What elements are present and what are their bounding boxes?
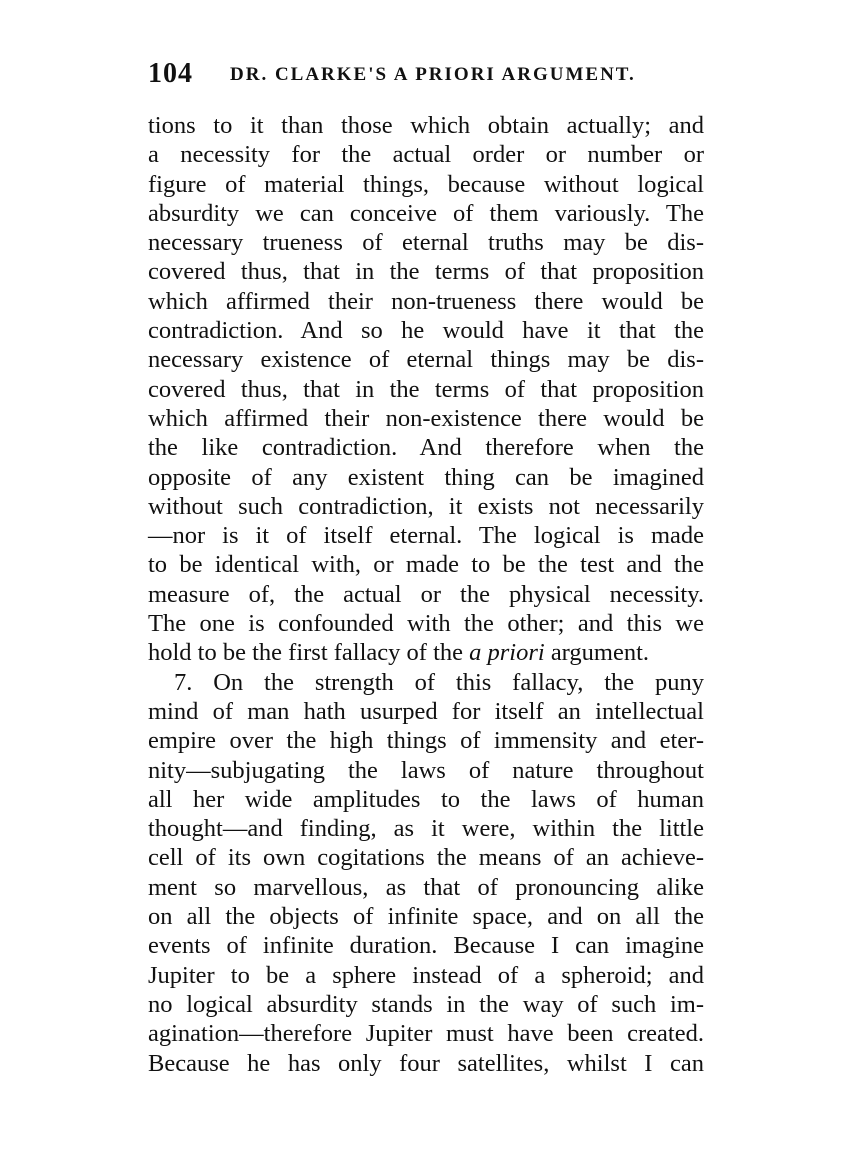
text-line: empire over the high things of immensity and eter- [148,727,704,755]
text-line: necessary existence of eternal things may be dis- [148,346,704,374]
text-line: mind of man hath usurped for itself an intellectual [148,697,704,725]
text-line: measure of, the actual or the physical necessity. [148,580,704,608]
text-line: covered thus, that in the terms of that proposition [148,375,704,403]
text-line: on all the objects of infinite space, and on all the [148,903,704,931]
text-line: events of infinite duration. Because I can imagine [148,932,704,960]
text-line: which affirmed their non-trueness there would be [148,287,704,315]
text-line: hold to be the first fallacy of the a priori argument. [148,639,650,667]
text-line: figure of material things, because without logical [148,170,704,198]
body-text [148,111,704,1078]
text-line: all her wide amplitudes to the laws of human [148,785,704,813]
text-line: cell of its own cogitations the means of an achieve- [148,844,704,872]
text-line: Because he has only four satellites, whilst I can [148,1049,704,1077]
text-line: a necessity for the actual order or number or [148,141,704,169]
text-line: Jupiter to be a sphere instead of a spheroid; and [148,961,704,989]
text-line: to be identical with, or made to be the test and the [148,551,704,579]
text-line: covered thus, that in the terms of that proposition [148,258,704,286]
page-number: 104 [148,58,193,89]
text-line: contradiction. And so he would have it that the [148,317,704,345]
text-line: opposite of any existent thing can be imagined [148,463,704,491]
text-line: The one is confounded with the other; and this we [148,610,704,638]
text-line: the like contradiction. And therefore when the [148,434,704,462]
text-line: no logical absurdity stands in the way of such im- [148,990,704,1018]
text-line: —nor is it of itself eternal. The logical is made [148,522,704,550]
text-line: 7. On the strength of this fallacy, the puny [174,668,704,696]
page-header [148,58,708,94]
text-line: necessary trueness of eternal truths may be dis- [148,229,704,257]
text-line: ment so marvellous, as that of pronouncing alike [148,873,704,901]
text-line: tions to it than those which obtain actually; and [148,112,704,139]
text-line: nity—subjugating the laws of nature throughout [148,756,704,784]
text-line: agination—therefore Jupiter must have been created. [148,1020,704,1048]
text-line: absurdity we can conceive of them variously. The [148,199,704,227]
text-line: without such contradiction, it exists not necessarily [148,492,704,520]
text-line: thought—and finding, as it were, within the little [148,815,704,843]
text-line: which affirmed their non-existence there would be [148,404,704,432]
running-head: DR. CLARKE'S A PRIORI ARGUMENT. [230,64,636,85]
